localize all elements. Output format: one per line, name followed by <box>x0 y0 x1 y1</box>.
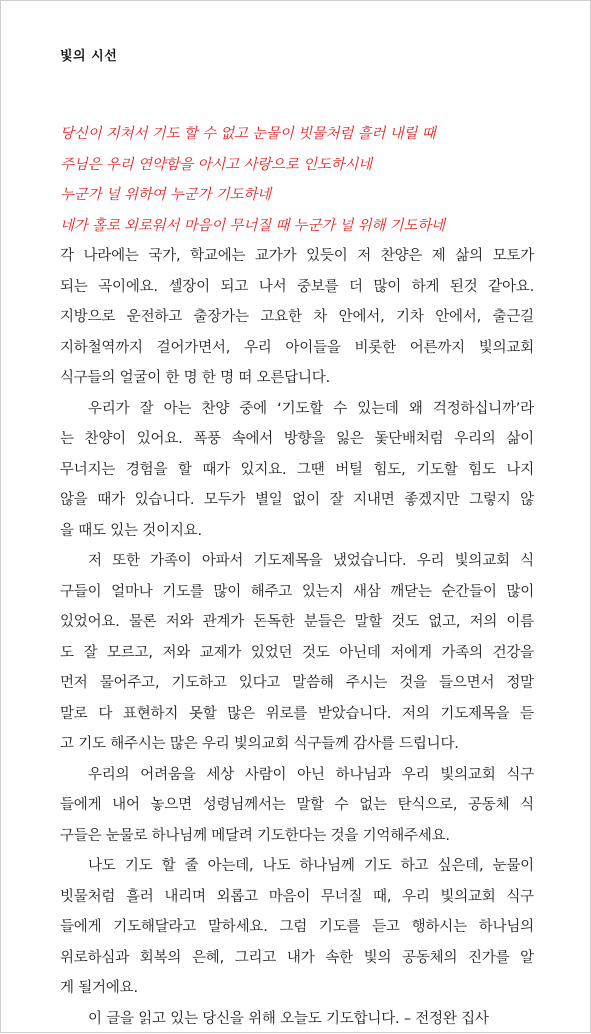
paragraph-line: 지방으로 운전하고 출장가는 고요한 차 안에서, 기차 안에서, 출근길 <box>60 302 534 333</box>
paragraph-line: 식구들의 얼굴이 한 명 한 명 떠 오른답니다. <box>60 363 534 394</box>
paragraph-line: 고 기도 해주시는 많은 우리 빛의교회 식구들께 감사를 드립니다. <box>60 729 534 760</box>
paragraph-line: 않을 때가 있습니다. 모두가 별일 없이 잘 지내면 좋겠지만 그렇지 않 <box>60 485 534 516</box>
lyric-line: 당신이 지쳐서 기도 할 수 없고 눈물이 빗물처럼 흘러 내릴 때 <box>60 119 534 150</box>
page-header-title: 빛의 시선 <box>60 45 117 64</box>
paragraph-line: 지하철역까지 걸어가면서, 우리 아이들을 비롯한 어른까지 빛의교회 <box>60 333 534 364</box>
article-body <box>60 119 534 1034</box>
paragraph <box>60 851 534 1004</box>
lyric-line: 주님은 우리 연약함을 아시고 사랑으로 인도하시네 <box>60 150 534 181</box>
paragraph-line: 는 찬양이 있어요. 폭풍 속에서 방향을 잃은 돛단배처럼 우리의 삶이 <box>60 424 534 455</box>
paragraph-line-signature: 이 글을 읽고 있는 당신을 위해 오늘도 기도합니다. – 전정완 집사 <box>60 1004 534 1034</box>
paragraph <box>60 760 534 852</box>
quoted-lyrics <box>60 119 534 241</box>
paragraph <box>60 241 534 394</box>
paragraph <box>60 1004 534 1034</box>
paragraph-line: 구들은 눈물로 하나님께 메달려 기도한다는 것을 기억해주세요. <box>60 821 534 852</box>
paragraph-line: 구들이 얼마나 기도를 많이 해주고 있는지 새삼 깨닫는 순간들이 많이 <box>60 577 534 608</box>
paragraph <box>60 394 534 547</box>
paragraph-line: 우리가 잘 아는 찬양 중에 ‘기도할 수 있는데 왜 걱정하십니까’라 <box>60 394 534 425</box>
paragraph-line: 먼저 물어주고, 기도하고 있다고 말씀해 주시는 것을 들으면서 정말 <box>60 668 534 699</box>
paragraph-line: 을 때도 있는 것이지요. <box>60 516 534 547</box>
paragraph <box>60 546 534 760</box>
paragraph-line: 위로하심과 회복의 은혜, 그리고 내가 속한 빛의 공동체의 진가를 알 <box>60 943 534 974</box>
paragraph-line: 빗물처럼 흘러 내리며 외롭고 마음이 무너질 때, 우리 빛의교회 식구 <box>60 882 534 913</box>
lyric-line: 네가 홀로 외로워서 마음이 무너질 때 누군가 널 위해 기도하네 <box>60 211 534 242</box>
paragraph-line: 나도 기도 할 줄 아는데, 나도 하나님께 기도 하고 싶은데, 눈물이 <box>60 851 534 882</box>
paragraph-line: 각 나라에는 국가, 학교에는 교가가 있듯이 저 찬양은 제 삶의 모토가 <box>60 241 534 272</box>
paragraph-line: 게 될거에요. <box>60 973 534 1004</box>
paragraph-line: 우리의 어려움을 세상 사람이 아닌 하나님과 우리 빛의교회 식구 <box>60 760 534 791</box>
paragraph-line: 되는 곡이에요. 셀장이 되고 나서 중보를 더 많이 하게 된것 같아요. <box>60 272 534 303</box>
paragraph-line: 말로 다 표현하지 못할 많은 위로를 받았습니다. 저의 기도제목을 듣 <box>60 699 534 730</box>
paragraph-line: 무너지는 경험을 할 때가 있지요. 그땐 버틸 힘도, 기도할 힘도 나지 <box>60 455 534 486</box>
paragraph-line: 저 또한 가족이 아파서 기도제목을 냈었습니다. 우리 빛의교회 식 <box>60 546 534 577</box>
lyric-line: 누군가 널 위하여 누군가 기도하네 <box>60 180 534 211</box>
paragraph-line: 들에게 내어 놓으면 성령님께서는 말할 수 없는 탄식으로, 공동체 식 <box>60 790 534 821</box>
paragraph-line: 도 잘 모르고, 저와 교제가 있었던 것도 아닌데 저에게 가족의 건강을 <box>60 638 534 669</box>
paragraph-line: 들에게 기도해달라고 말하세요. 그럼 기도를 듣고 행하시는 하나님의 <box>60 912 534 943</box>
paragraph-line: 있었어요. 물론 저와 관계가 돈독한 분들은 말할 것도 없고, 저의 이름 <box>60 607 534 638</box>
